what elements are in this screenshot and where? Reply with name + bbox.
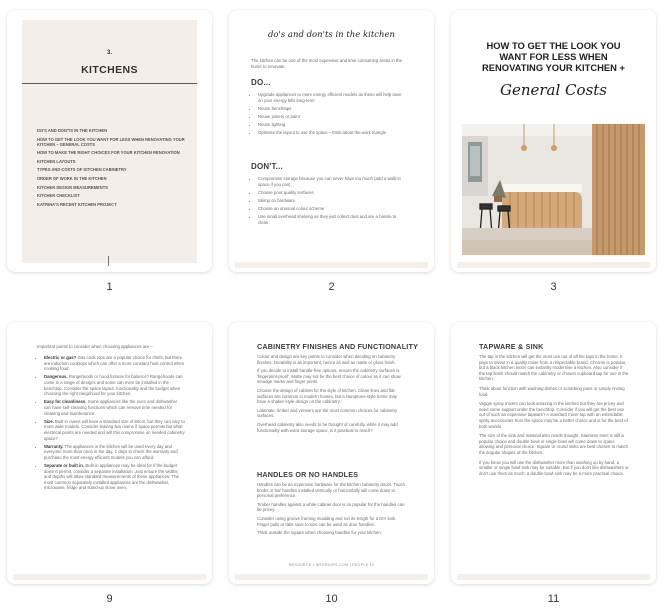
paragraph: If you know you will use the dishwasher more than washing up by hand, a smaller or single bowl sink may be suitable. But if you don't like dishwashers or don't use them as much, a double bowl sink may be a more practical choice. xyxy=(479,459,629,476)
do-list xyxy=(249,92,407,139)
list-item xyxy=(44,444,185,461)
paragraph: Handles can be an expensive hardware for the kitchen cabinetry doors. Touch knobs or bar handles installed vertically or horizontally will come down to personal preference. xyxy=(257,482,406,499)
paragraph: If you decide to install handle-free options, ensure the cabinetry surfaces is 'fingerprint-proof'. Matte may not be the best choice of colour as it can show smudge marks and finger prints. xyxy=(257,368,401,385)
paragraph: Think about function with washing dishes or scrubbing pans or simply rinsing food. xyxy=(479,385,625,397)
paragraph: The tap in the kitchen will get the most use out of all the taps in the home. It pays to invest in a quality mixer from a respectable brand. Chrome is popular, but a black kitchen mixer can instantly modernise a kitchen. Also consider if the tap finish should match the cabinetry or chosen cupboard tap for use in the kitchen. xyxy=(479,354,629,382)
chapter-panel xyxy=(22,20,197,263)
item-text: Built-in appliances may be ideal for if the budget doesn't permit, consider a separate installation. Just ensure the widths and depths will allow standard measurements of these appliances. The most common separately installed appliances are the dishwasher, microwave, fridge and stand-up stove oven. xyxy=(44,463,179,491)
list-item: • Upgrade appliances to more energy efficient models as these will help save on your energy bills long-term xyxy=(258,92,407,103)
page-thumbnail-2[interactable] xyxy=(229,10,434,272)
paragraph: Choose the design of cabinet for the style of kitchen. Clean lines and flat surfaces are common in modern homes, but a Hamptons-style home may have a shaker-style design on the cabinetry. xyxy=(257,387,397,405)
page-thumbnail-3[interactable] xyxy=(451,10,656,272)
item-lead: Warranty. xyxy=(44,443,64,449)
page-intro: The kitchen can be one of the most expensive and time consuming areas in the home to renovate. xyxy=(251,58,402,69)
item-lead: Size. xyxy=(44,418,54,424)
page-footer-strip xyxy=(457,574,650,580)
toc-item[interactable]: KITCHEN DESIGN MEASUREMENTS xyxy=(37,184,108,190)
paragraph: Think outside the square when choosing handles for your kitchen. xyxy=(257,530,382,536)
paragraph: Timber handles against a white cabinet door is so popular for the handles can be pricey. xyxy=(257,501,405,513)
page-tick xyxy=(108,256,109,266)
list-item xyxy=(44,374,185,396)
item-lead: Easy for cleanliness. xyxy=(44,399,87,405)
dont-list xyxy=(249,176,407,228)
item-text: The appliances in the kitchen will be used every day and everyone more than once in the day, 1 days to check the warranty and purchase the most energy efficient models you can afford. xyxy=(44,443,178,460)
script-subtitle: General Costs xyxy=(499,81,607,99)
item-text: Rangehoods or hood fixtures for balance? Rangehoods can come in a range of designs and some can even be installed in the benchtop. Consider the space layout, functionality and the budget when choosing the right rangehood for your kitchen. xyxy=(44,374,183,397)
dont-heading: DON'T... xyxy=(251,162,283,171)
paragraph: Colour and design are key points to consider when deciding on cabinetry finishes. Durability is as important, hence as well as matte or gloss finish. xyxy=(257,354,396,365)
list-item: • Reuse lighting xyxy=(258,122,407,128)
list-item: • Reuse benchtops xyxy=(258,106,407,112)
list-item: • Reuse joinery or paint xyxy=(258,114,407,120)
toc-item[interactable]: DO'S AND DON'TS IN THE KITCHEN xyxy=(37,128,108,133)
page-title: do's and don'ts in the kitchen xyxy=(267,30,396,40)
page-thumbnail-9[interactable] xyxy=(7,322,212,584)
toc-item[interactable]: KITCHEN CHECKLIST xyxy=(37,193,80,199)
page-footer-text: RESOURCE • INTERIORS.COM | PEOPLE 10 xyxy=(288,563,375,567)
page-thumbnail-10[interactable] xyxy=(229,322,434,584)
page-title: HOW TO GET THE LOOK YOU WANT FOR LESS WHEN RENOVATING YOUR KITCHEN + xyxy=(482,40,625,73)
list-item: • Skimp on hardware xyxy=(258,198,407,204)
list-item: • Choose poor quality surfaces xyxy=(258,190,407,196)
page-number-label: 11 xyxy=(547,593,560,605)
item-lead: Separate or built in. xyxy=(44,463,85,469)
paragraph: Overhead cabinetry also needs to be thought of carefully, while it may add functionality with extra storage space, is it practical to reach? xyxy=(257,421,398,433)
page-number-label: 1 xyxy=(106,281,113,293)
list-item: • Choose an unusual colour scheme xyxy=(258,206,407,212)
page-number-label: 10 xyxy=(325,593,338,605)
toc-item[interactable]: ORDER OF WORK IN THE KITCHEN xyxy=(37,175,107,181)
page-footer-strip xyxy=(235,574,428,580)
considerations-list xyxy=(35,355,185,494)
section-body xyxy=(257,482,407,539)
item-text: Some appliances like the oven and dishwasher can have self-cleaning functions which can remove time needed for cleaning and maintenance. xyxy=(44,399,178,416)
page-number-label: 3 xyxy=(550,281,557,293)
list-item xyxy=(44,419,185,441)
list-item xyxy=(44,399,185,416)
page-footer-strip xyxy=(457,262,650,268)
toc-item[interactable]: KATRINA'S RECENT KITCHEN PROJECT xyxy=(37,201,117,207)
item-lead: Dangerous. xyxy=(44,374,68,380)
list-item: • Compromise storage because you can never have too much (add a walk-in space if you can) xyxy=(258,176,407,187)
page-number-label: 2 xyxy=(328,281,335,293)
paragraph: Laminate, timber and veneers are the most common choices for cabinetry surfaces. xyxy=(257,407,398,419)
paragraph: Veggie spray mixers can look amazing in the kitchen but they are pricey and need some support under the benchtop. Consider if you will get the best use out of such an expensive tapware? A standard mixer tap with an extendable spray accessories from the space may be a better choice and is for the best of both worlds. xyxy=(479,401,628,429)
item-text: Built in ovens will have a standard size of 60cm, but they can vary to more wide models. Consider leaving two ovens if space permits but what electrical points are needed and will this compromise on needed cabinetry space? xyxy=(44,418,185,441)
page-thumbnail-1[interactable] xyxy=(7,10,212,272)
page-footer-strip xyxy=(235,262,428,268)
chapter-number: 3. xyxy=(106,50,112,56)
toc-item[interactable]: TYPES AND COSTS OF KITCHEN CABINETRY xyxy=(37,167,127,173)
toc-item[interactable]: KITCHEN LAYOUTS xyxy=(37,158,76,164)
page-intro: Important points to consider when choosing appliances are – xyxy=(37,344,153,349)
kitchen-photo xyxy=(462,124,645,255)
item-text: Gas cook tops are a popular choice for chefs, but there are induction cooktops which can offer a more constant heat control when cooking food. xyxy=(44,355,185,372)
chapter-title: KITCHENS xyxy=(81,64,138,76)
chapter-divider xyxy=(22,83,197,84)
toc-item[interactable]: HOW TO GET THE LOOK YOU WANT FOR LESS WHEN RENOVATING YOUR KITCHEN – GENERAL COSTS xyxy=(37,136,185,147)
item-lead: Electric or gas? xyxy=(44,355,77,360)
page-number-label: 9 xyxy=(106,593,113,605)
toc-item[interactable]: HOW TO MAKE THE RIGHT CHOICES FOR YOUR KITCHEN RENOVATION xyxy=(37,150,180,156)
section-body xyxy=(257,354,407,436)
page-thumbnail-11[interactable] xyxy=(451,322,656,584)
section-body xyxy=(479,354,629,480)
page-footer-strip xyxy=(13,574,206,580)
section-heading: TAPWARE & SINK xyxy=(479,342,544,351)
list-item: • Use small overhead shelving as they just collect dust and are a hassle to clean xyxy=(258,214,407,225)
list-item xyxy=(44,463,185,491)
list-item: • Optimise the layout to use the space – think about the work triangle xyxy=(258,130,407,136)
section-heading: HANDLES OR NO HANDLES xyxy=(257,470,359,479)
list-item xyxy=(44,355,185,372)
section-heading: CABINETRY FINISHES AND FUNCTIONALITY xyxy=(257,342,419,351)
paragraph: Consider using groove framing moulding and run its length for a DIY look. Finger pulls or tabs save to size can be used as door handles. xyxy=(257,515,397,527)
paragraph: The size of the sink and material also needs thought. Stainless steel is still a popular choice and double bowl or single bowl will come down to space allowing and personal choice. Square or round sinks are best chosen to match the angular shapes of the kitchen. xyxy=(479,433,629,455)
do-heading: DO... xyxy=(251,78,271,87)
toc-list xyxy=(37,128,187,210)
